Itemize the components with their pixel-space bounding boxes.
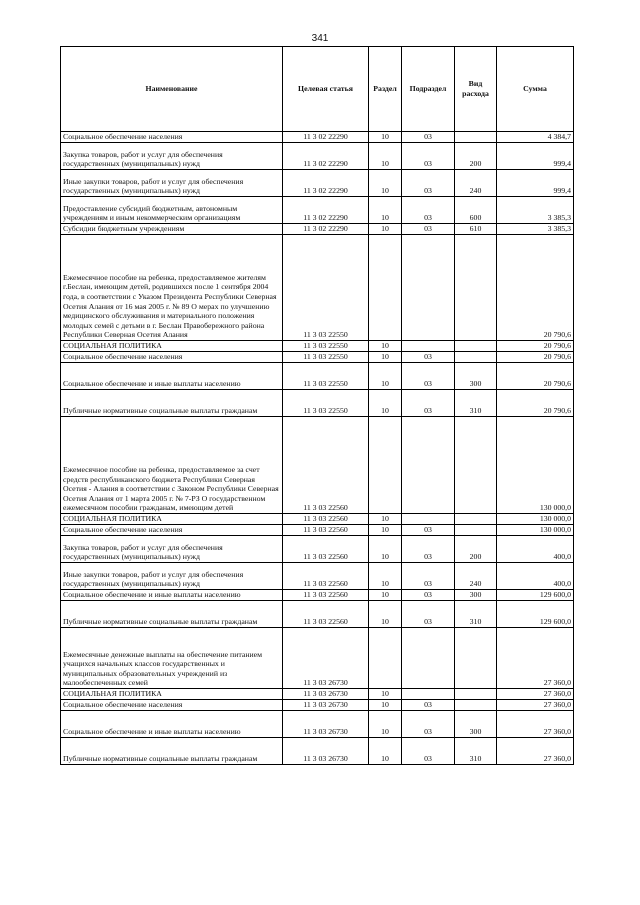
cell-subsection: 03 <box>402 363 455 390</box>
cell-section: 10 <box>369 197 402 224</box>
cell-name: Социальное обеспечение населения <box>61 352 283 363</box>
cell-subsection: 03 <box>402 536 455 563</box>
header-section: Раздел <box>369 47 402 132</box>
cell-amount: 129 600,0 <box>497 590 574 601</box>
cell-section: 10 <box>369 132 402 143</box>
table-row <box>61 536 574 563</box>
cell-section: 10 <box>369 590 402 601</box>
cell-target: 11 3 02 22290 <box>283 197 369 224</box>
cell-target: 11 3 03 22560 <box>283 525 369 536</box>
table-row <box>61 224 574 235</box>
cell-section: 10 <box>369 689 402 700</box>
cell-name: Социальное обеспечение и иные выплаты населению <box>61 363 283 390</box>
table-row <box>61 197 574 224</box>
cell-section <box>369 417 402 514</box>
cell-expense-type: 240 <box>455 563 497 590</box>
cell-target: 11 3 03 22560 <box>283 601 369 628</box>
cell-target: 11 3 03 22560 <box>283 563 369 590</box>
cell-name: Иные закупки товаров, работ и услуг для обеспечения государственных (муниципальных) нужд <box>61 170 283 197</box>
cell-subsection <box>402 417 455 514</box>
cell-expense-type: 200 <box>455 143 497 170</box>
table-row <box>61 590 574 601</box>
cell-subsection: 03 <box>402 525 455 536</box>
cell-expense-type <box>455 525 497 536</box>
cell-amount: 3 385,3 <box>497 197 574 224</box>
cell-name: Социальное обеспечение населения <box>61 132 283 143</box>
cell-amount: 20 790,6 <box>497 235 574 341</box>
cell-subsection: 03 <box>402 197 455 224</box>
header-target: Целевая статья <box>283 47 369 132</box>
cell-amount: 3 385,3 <box>497 224 574 235</box>
cell-amount: 27 360,0 <box>497 628 574 689</box>
cell-section: 10 <box>369 711 402 738</box>
cell-section: 10 <box>369 563 402 590</box>
cell-expense-type <box>455 132 497 143</box>
cell-expense-type <box>455 341 497 352</box>
cell-expense-type: 610 <box>455 224 497 235</box>
cell-target: 11 3 03 22550 <box>283 235 369 341</box>
cell-target: 11 3 03 22560 <box>283 514 369 525</box>
cell-name: СОЦИАЛЬНАЯ ПОЛИТИКА <box>61 514 283 525</box>
cell-expense-type: 300 <box>455 711 497 738</box>
cell-expense-type <box>455 689 497 700</box>
cell-name: Закупка товаров, работ и услуг для обеспечения государственных (муниципальных) нужд <box>61 143 283 170</box>
cell-expense-type <box>455 628 497 689</box>
table-row <box>61 514 574 525</box>
cell-section: 10 <box>369 536 402 563</box>
cell-subsection: 03 <box>402 132 455 143</box>
cell-section: 10 <box>369 143 402 170</box>
cell-section <box>369 628 402 689</box>
header-subsection: Подраздел <box>402 47 455 132</box>
cell-target: 11 3 03 26730 <box>283 738 369 765</box>
header-expense-type: Вид расхода <box>455 47 497 132</box>
table-row <box>61 738 574 765</box>
budget-table <box>60 46 574 765</box>
cell-name: Ежемесячное пособие на ребенка, предоставляемое за счет средств республиканского бюджета Республики Северная Осетия - Алания в соответствии с Законом Республики Северная Осетия Алания от 1 марта 2005 г. № 7-РЗ О государственном ежемесячном пособии гражданам, имеющим детей <box>61 417 283 514</box>
cell-section: 10 <box>369 738 402 765</box>
cell-target: 11 3 03 22560 <box>283 590 369 601</box>
cell-section: 10 <box>369 224 402 235</box>
cell-amount: 20 790,6 <box>497 363 574 390</box>
cell-subsection <box>402 514 455 525</box>
cell-amount: 129 600,0 <box>497 601 574 628</box>
cell-amount: 27 360,0 <box>497 738 574 765</box>
table-row <box>61 711 574 738</box>
table-row <box>61 689 574 700</box>
cell-subsection: 03 <box>402 738 455 765</box>
cell-name: Социальное обеспечение населения <box>61 525 283 536</box>
cell-target: 11 3 03 22550 <box>283 363 369 390</box>
cell-amount: 400,0 <box>497 536 574 563</box>
cell-target: 11 3 03 22550 <box>283 352 369 363</box>
cell-section: 10 <box>369 601 402 628</box>
cell-expense-type: 600 <box>455 197 497 224</box>
cell-target: 11 3 03 26730 <box>283 711 369 738</box>
cell-expense-type: 240 <box>455 170 497 197</box>
cell-subsection <box>402 689 455 700</box>
cell-name: СОЦИАЛЬНАЯ ПОЛИТИКА <box>61 689 283 700</box>
cell-expense-type: 200 <box>455 536 497 563</box>
table-row <box>61 525 574 536</box>
table-row <box>61 700 574 711</box>
cell-target: 11 3 03 22560 <box>283 417 369 514</box>
cell-subsection <box>402 235 455 341</box>
table-header <box>61 47 574 132</box>
cell-name: Ежемесячные денежные выплаты на обеспечение питанием учащихся начальных классов государственных и муниципальных образовательных учреждений из малообеспеченных семей <box>61 628 283 689</box>
cell-section: 10 <box>369 170 402 197</box>
cell-expense-type <box>455 235 497 341</box>
cell-section: 10 <box>369 341 402 352</box>
cell-target: 11 3 02 22290 <box>283 132 369 143</box>
cell-subsection: 03 <box>402 224 455 235</box>
cell-name: Публичные нормативные социальные выплаты гражданам <box>61 738 283 765</box>
cell-section: 10 <box>369 390 402 417</box>
cell-section: 10 <box>369 363 402 390</box>
cell-target: 11 3 02 22290 <box>283 143 369 170</box>
cell-subsection: 03 <box>402 352 455 363</box>
cell-target: 11 3 03 22550 <box>283 341 369 352</box>
cell-section: 10 <box>369 352 402 363</box>
table-row <box>61 390 574 417</box>
cell-target: 11 3 03 26730 <box>283 689 369 700</box>
cell-subsection: 03 <box>402 711 455 738</box>
cell-section <box>369 235 402 341</box>
cell-name: Субсидии бюджетным учреждениям <box>61 224 283 235</box>
cell-name: Социальное обеспечение населения <box>61 700 283 711</box>
cell-subsection: 03 <box>402 601 455 628</box>
cell-expense-type: 310 <box>455 601 497 628</box>
cell-expense-type: 300 <box>455 363 497 390</box>
cell-name: Ежемесячное пособие на ребенка, предоставляемое жителям г.Беслан, имеющим детей, родившихся после 1 сентября 2004 года, в соответствии с Указом Президента Республики Северная Осетия Алания от 16 мая 2005 г. № 89 О мерах по улучшению медицинского обслуживания и материального положения молодых семей с детьми в г. Беслан Правобережного района Республики Северная Осетия Алания <box>61 235 283 341</box>
cell-expense-type: 300 <box>455 590 497 601</box>
table-row <box>61 563 574 590</box>
cell-target: 11 3 03 22560 <box>283 536 369 563</box>
cell-name: Социальное обеспечение и иные выплаты населению <box>61 590 283 601</box>
table-row <box>61 601 574 628</box>
table-body <box>61 132 574 765</box>
table-row <box>61 363 574 390</box>
table-row <box>61 170 574 197</box>
cell-target: 11 3 03 26730 <box>283 700 369 711</box>
header-amount: Сумма <box>497 47 574 132</box>
cell-amount: 999,4 <box>497 143 574 170</box>
cell-subsection <box>402 341 455 352</box>
cell-subsection: 03 <box>402 590 455 601</box>
cell-subsection: 03 <box>402 563 455 590</box>
table-row <box>61 417 574 514</box>
cell-name: СОЦИАЛЬНАЯ ПОЛИТИКА <box>61 341 283 352</box>
cell-amount: 130 000,0 <box>497 417 574 514</box>
cell-amount: 130 000,0 <box>497 514 574 525</box>
cell-amount: 130 000,0 <box>497 525 574 536</box>
cell-name: Иные закупки товаров, работ и услуг для обеспечения государственных (муниципальных) нужд <box>61 563 283 590</box>
cell-section: 10 <box>369 514 402 525</box>
cell-expense-type: 310 <box>455 390 497 417</box>
cell-amount: 27 360,0 <box>497 700 574 711</box>
cell-expense-type <box>455 417 497 514</box>
header-name: Наименование <box>61 47 283 132</box>
table-row <box>61 143 574 170</box>
cell-subsection: 03 <box>402 170 455 197</box>
cell-name: Социальное обеспечение и иные выплаты населению <box>61 711 283 738</box>
cell-section: 10 <box>369 525 402 536</box>
cell-name: Публичные нормативные социальные выплаты гражданам <box>61 601 283 628</box>
table-row <box>61 235 574 341</box>
table-row <box>61 341 574 352</box>
cell-subsection: 03 <box>402 390 455 417</box>
cell-amount: 20 790,6 <box>497 390 574 417</box>
cell-target: 11 3 03 26730 <box>283 628 369 689</box>
table-row <box>61 628 574 689</box>
cell-target: 11 3 03 22550 <box>283 390 369 417</box>
table-row <box>61 352 574 363</box>
cell-amount: 999,4 <box>497 170 574 197</box>
cell-amount: 400,0 <box>497 563 574 590</box>
cell-expense-type <box>455 352 497 363</box>
cell-target: 11 3 02 22290 <box>283 170 369 197</box>
cell-subsection <box>402 628 455 689</box>
cell-amount: 20 790,6 <box>497 352 574 363</box>
cell-subsection: 03 <box>402 700 455 711</box>
cell-name: Публичные нормативные социальные выплаты гражданам <box>61 390 283 417</box>
cell-name: Закупка товаров, работ и услуг для обеспечения государственных (муниципальных) нужд <box>61 536 283 563</box>
cell-section: 10 <box>369 700 402 711</box>
cell-amount: 27 360,0 <box>497 689 574 700</box>
cell-expense-type <box>455 514 497 525</box>
cell-subsection: 03 <box>402 143 455 170</box>
cell-name: Предоставление субсидий бюджетным, автономным учреждениям и иным некоммерческим организациям <box>61 197 283 224</box>
table-row <box>61 132 574 143</box>
cell-amount: 20 790,6 <box>497 341 574 352</box>
cell-amount: 4 384,7 <box>497 132 574 143</box>
cell-target: 11 3 02 22290 <box>283 224 369 235</box>
cell-amount: 27 360,0 <box>497 711 574 738</box>
cell-expense-type: 310 <box>455 738 497 765</box>
page-number: 341 <box>311 33 329 44</box>
cell-expense-type <box>455 700 497 711</box>
